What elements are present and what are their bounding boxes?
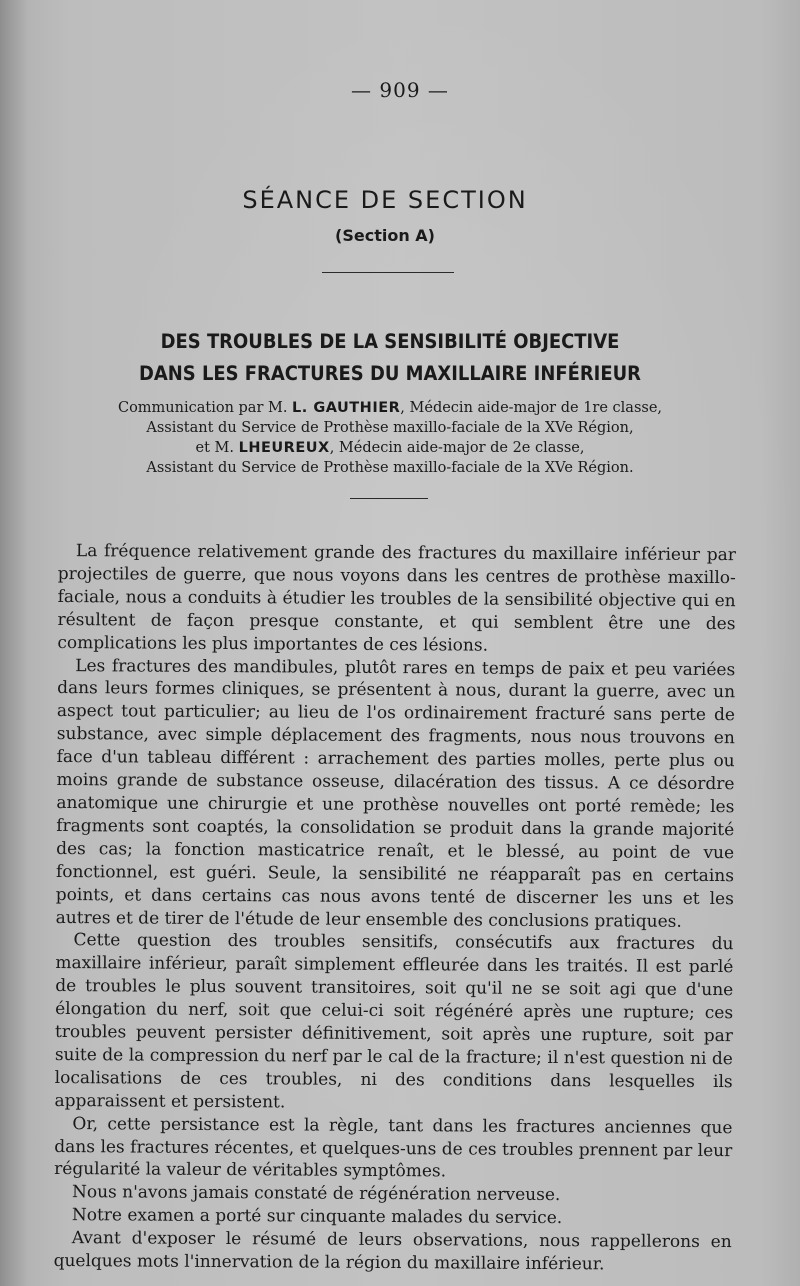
article-title (31, 326, 749, 390)
paragraph: Nous n'avons jamais constaté de régénération nerveuse. (71, 1182, 561, 1206)
author-1-line (0, 398, 780, 418)
article-title-line-1: DES TROUBLES DE LA SENSIBILITÉ OBJECTIVE (160, 330, 620, 353)
paragraph: Les fractures des mandibules, plutôt rares en temps de paix et peu variées dans leurs formes cliniques, se présentent à nous, durant la guerre, avec un aspect tout particulier; au lieu de l'os ordinairement fracturé sans perte de substance, avec simple déplacement des fragments, nous nous trouvons en face d'un tableau différent : arrachement des parties molles, perte plus ou moins grande de substance osseuse, dilacération des tissus. A ce désordre anatomique une chirurgie et une prothèse nouvelles ont porté remède; les fragments sont coaptés, la consolidation se produit dans la grande majorité des cas; la fonction masticatrice renaît, et le blessé, au point de vue fonctionnel, est guéri. Seule, la sensibilité ne réapparaît pas en certains points, et dans certains cas nous avons tenté de discerner les uns et les autres et de tirer de l'étude de leur ensemble des conclusions pratiques. (55, 655, 736, 932)
paragraph: Notre examen a porté sur cinquante malades du service. (71, 1205, 563, 1229)
author-1-prefix: Communication par M. (117, 400, 293, 416)
author-2-name: LHEUREUX (238, 440, 330, 456)
author-2-affiliation: Assistant du Service de Prothèse maxillo-faciale de la XVe Région. (146, 460, 634, 476)
page-number: — 909 — (351, 78, 449, 102)
section-title: SÉANCE DE SECTION (242, 186, 528, 214)
author-2-line (0, 438, 780, 458)
paragraph: Avant d'exposer le résumé de leurs observations, nous rappellerons en quelques mots l'innervation de la région du maxillaire inférieur. (53, 1228, 732, 1275)
author-2-prefix: et M. (195, 440, 239, 456)
author-1-affiliation: Assistant du Service de Prothèse maxillo-faciale de la XVe Région, (146, 420, 634, 436)
author-1-name: L. GAUTHIER (292, 400, 401, 416)
paragraph: Cette question des troubles sensitifs, consécutifs aux fractures du maxillaire inférieur, paraît simplement effleurée dans les traités. Il est parlé de troubles le plus souvent transitoires, soit qu'il ne se soit agi que d'une élongation du nerf, soit que celui-ci soit régénéré après une rupture; ces troubles peuvent persister définitivement, soit après une rupture, soit par suite de la compression du nerf par le cal de la fracture; il n'est question ni de localisations de ces troubles, ni des conditions dans lesquelles ils apparaissent et persistent. (54, 930, 734, 1113)
author-1-role: , Médecin aide-major de 1re classe, (400, 400, 663, 416)
author-block (0, 398, 780, 478)
section-subtitle: (Section A) (335, 226, 435, 245)
article-title-line-2: DANS LES FRACTURES DU MAXILLAIRE INFÉRIEUR (138, 362, 641, 385)
paragraph: Or, cette persistance est la règle, tant dans les fractures anciennes que dans les fractures récentes, et quelques-uns de ces troubles prennent par leur régularité la valeur de véritables symptômes. (54, 1113, 733, 1182)
author-2-role: , Médecin aide-major de 2e classe, (329, 440, 585, 456)
divider-rule (350, 498, 428, 499)
body-text (54, 540, 736, 1277)
divider-rule (322, 272, 454, 273)
paragraph: La fréquence relativement grande des fractures du maxillaire inférieur par projectiles de guerre, que nous voyons dans les centres de prothèse maxillo-faciale, nous a conduits à étudier les troubles de la sensibilité objective qui en résultent de façon presque constante, et qui semblent être une des complications les plus importantes de ces lésions. (57, 541, 736, 656)
